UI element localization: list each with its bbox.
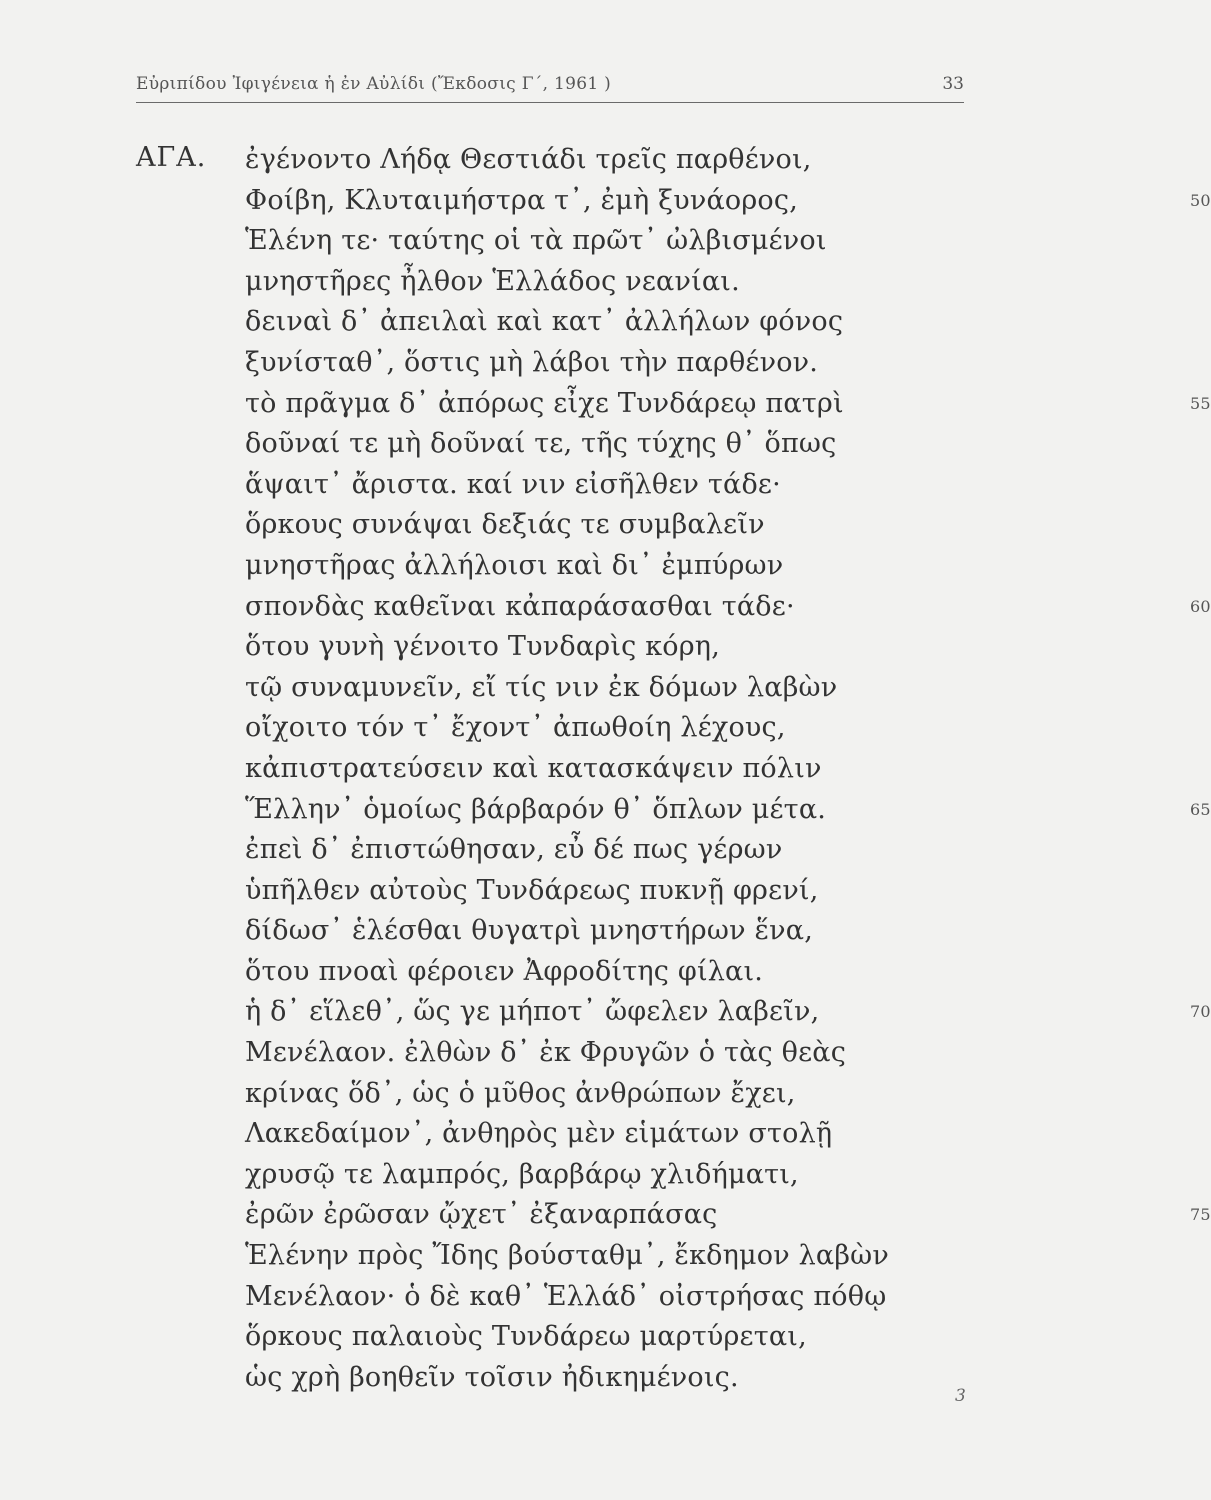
verse-text: τῷ συναμυνεῖν, εἴ τίς νιν ἐκ δόμων λαβὼν (245, 671, 838, 703)
line-number: 65 (1190, 799, 1211, 819)
signature-mark: 3 (955, 1386, 966, 1406)
line-number: 50 (1190, 190, 1211, 210)
verse-text: χρυσῷ τε λαμπρός, βαρβάρῳ χλιδήματι, (245, 1158, 799, 1190)
verse-line (245, 1195, 1211, 1236)
verse-line (245, 181, 1211, 222)
verse-line (245, 546, 889, 587)
verse-text: τὸ πρᾶγμα δ᾽ ἀπόρως εἶχε Τυνδάρεῳ πατρὶ (245, 387, 844, 419)
verse-line (245, 1074, 889, 1115)
verse-text: δίδωσ᾽ ἑλέσθαι θυγατρὶ μνηστήρων ἕνα, (245, 915, 814, 947)
line-number: 75 (1190, 1205, 1211, 1225)
verse-text: δειναὶ δ᾽ ἀπειλαὶ καὶ κατ᾽ ἀλλήλων φόνος (245, 306, 844, 338)
verse-text: κἀπιστρατεύσειν καὶ κατασκάψειν πόλιν (245, 752, 822, 784)
verse-line (245, 1236, 889, 1277)
running-head (136, 72, 964, 103)
verse-text: ἐγένοντο Λήδᾳ Θεστιάδι τρεῖς παρθένοι, (245, 144, 812, 175)
verse-line (245, 871, 889, 912)
verse-text: ὅρκους παλαιοὺς Τυνδάρεω μαρτύρεται, (245, 1321, 807, 1353)
verse-line (245, 424, 889, 465)
line-number: 55 (1190, 393, 1211, 413)
verse-text: ὅτου γυνὴ γένοιτο Τυνδαρὶς κόρη, (245, 631, 720, 663)
running-title: Εὐριπίδου Ἰφιγένεια ἡ ἐν Αὐλίδι (Ἔκδοσις Γ΄, 1961 ) (136, 74, 612, 94)
verse-text: Λακεδαίμον᾽, ἀνθηρὸς μὲν εἱμάτων στολῇ (245, 1118, 833, 1150)
verse-line (245, 505, 889, 546)
verse-line (245, 140, 889, 181)
verse-text: Φοίβη, Κλυταιμήστρα τ᾽, ἐμὴ ξυνάορος, (245, 184, 798, 216)
verse-line (245, 1155, 889, 1196)
verse-block (245, 140, 1211, 1398)
verse-text: ὅτου πνοαὶ φέροιεν Ἀφροδίτης φίλαι. (245, 955, 764, 987)
verse-line (245, 1358, 889, 1399)
line-number: 60 (1190, 596, 1211, 616)
verse-text: ἡ δ᾽ εἵλεθ᾽, ὥς γε μήποτ᾽ ὤφελεν λαβεῖν, (245, 996, 820, 1028)
verse-line (245, 790, 1211, 831)
verse-line (245, 1114, 889, 1155)
verse-text: δοῦναί τε μὴ δοῦναί τε, τῆς τύχης θ᾽ ὅπως (245, 428, 837, 460)
speaker-label: ΑΓΑ. (136, 142, 207, 173)
page-number: 33 (942, 74, 964, 94)
verse-line (245, 262, 889, 303)
verse-line (245, 708, 889, 749)
verse-text: Μενέλαον. ἐλθὼν δ᾽ ἐκ Φρυγῶν ὁ τὰς θεὰς (245, 1037, 847, 1069)
verse-text: ὅρκους συνάψαι δεξιάς τε συμβαλεῖν (245, 509, 765, 541)
verse-line (245, 302, 889, 343)
verse-text: Ἕλλην᾽ ὁμοίως βάρβαρόν θ᾽ ὅπλων μέτα. (245, 793, 827, 825)
verse-line (245, 627, 889, 668)
line-number: 70 (1190, 1002, 1211, 1022)
verse-text: Μενέλαον· ὁ δὲ καθ᾽ Ἑλλάδ᾽ οἰστρήσας πόθῳ (245, 1280, 887, 1312)
verse-text: ἐπεὶ δ᾽ ἐπιστώθησαν, εὖ δέ πως γέρων (245, 834, 783, 866)
verse-line (245, 1033, 889, 1074)
verse-line (245, 587, 1211, 628)
verse-line (245, 384, 1211, 425)
verse-text: Ἑλένην πρὸς Ἴδης βούσταθμ᾽, ἔκδημον λαβὼν (245, 1240, 889, 1272)
verse-line (245, 343, 889, 384)
verse-text: ὡς χρὴ βοηθεῖν τοῖσιν ἠδικημένοις. (245, 1361, 739, 1393)
verse-text: κρίνας ὅδ᾽, ὡς ὁ μῦθος ἀνθρώπων ἔχει, (245, 1077, 796, 1109)
verse-line (245, 992, 1211, 1033)
verse-line (245, 1277, 889, 1318)
verse-line (245, 749, 889, 790)
verse-text: οἴχοιτο τόν τ᾽ ἔχοντ᾽ ἀπωθοίη λέχους, (245, 712, 786, 744)
verse-text: Ἑλένη τε· ταύτης οἱ τὰ πρῶτ᾽ ὠλβισμένοι (245, 225, 827, 257)
verse-line (245, 221, 889, 262)
verse-text: ἐρῶν ἐρῶσαν ᾤχετ᾽ ἐξαναρπάσας (245, 1199, 718, 1231)
verse-text: μνηστῆρες ἦλθον Ἑλλάδος νεανίαι. (245, 265, 740, 297)
verse-line (245, 830, 889, 871)
verse-text: ξυνίσταθ᾽, ὅστις μὴ λάβοι τὴν παρθένον. (245, 346, 819, 378)
verse-line (245, 1317, 889, 1358)
verse-text: σπονδὰς καθεῖναι κἀπαράσασθαι τάδε· (245, 590, 795, 622)
verse-line (245, 668, 889, 709)
verse-text: ὑπῆλθεν αὐτοὺς Τυνδάρεως πυκνῇ φρενί, (245, 874, 819, 906)
verse-text: ἅψαιτ᾽ ἄριστα. καί νιν εἰσῆλθεν τάδε· (245, 468, 781, 500)
verse-text: μνηστῆρας ἀλλήλοισι καὶ δι᾽ ἐμπύρων (245, 549, 784, 581)
verse-line (245, 911, 889, 952)
verse-line (245, 465, 889, 506)
verse-line (245, 952, 889, 993)
